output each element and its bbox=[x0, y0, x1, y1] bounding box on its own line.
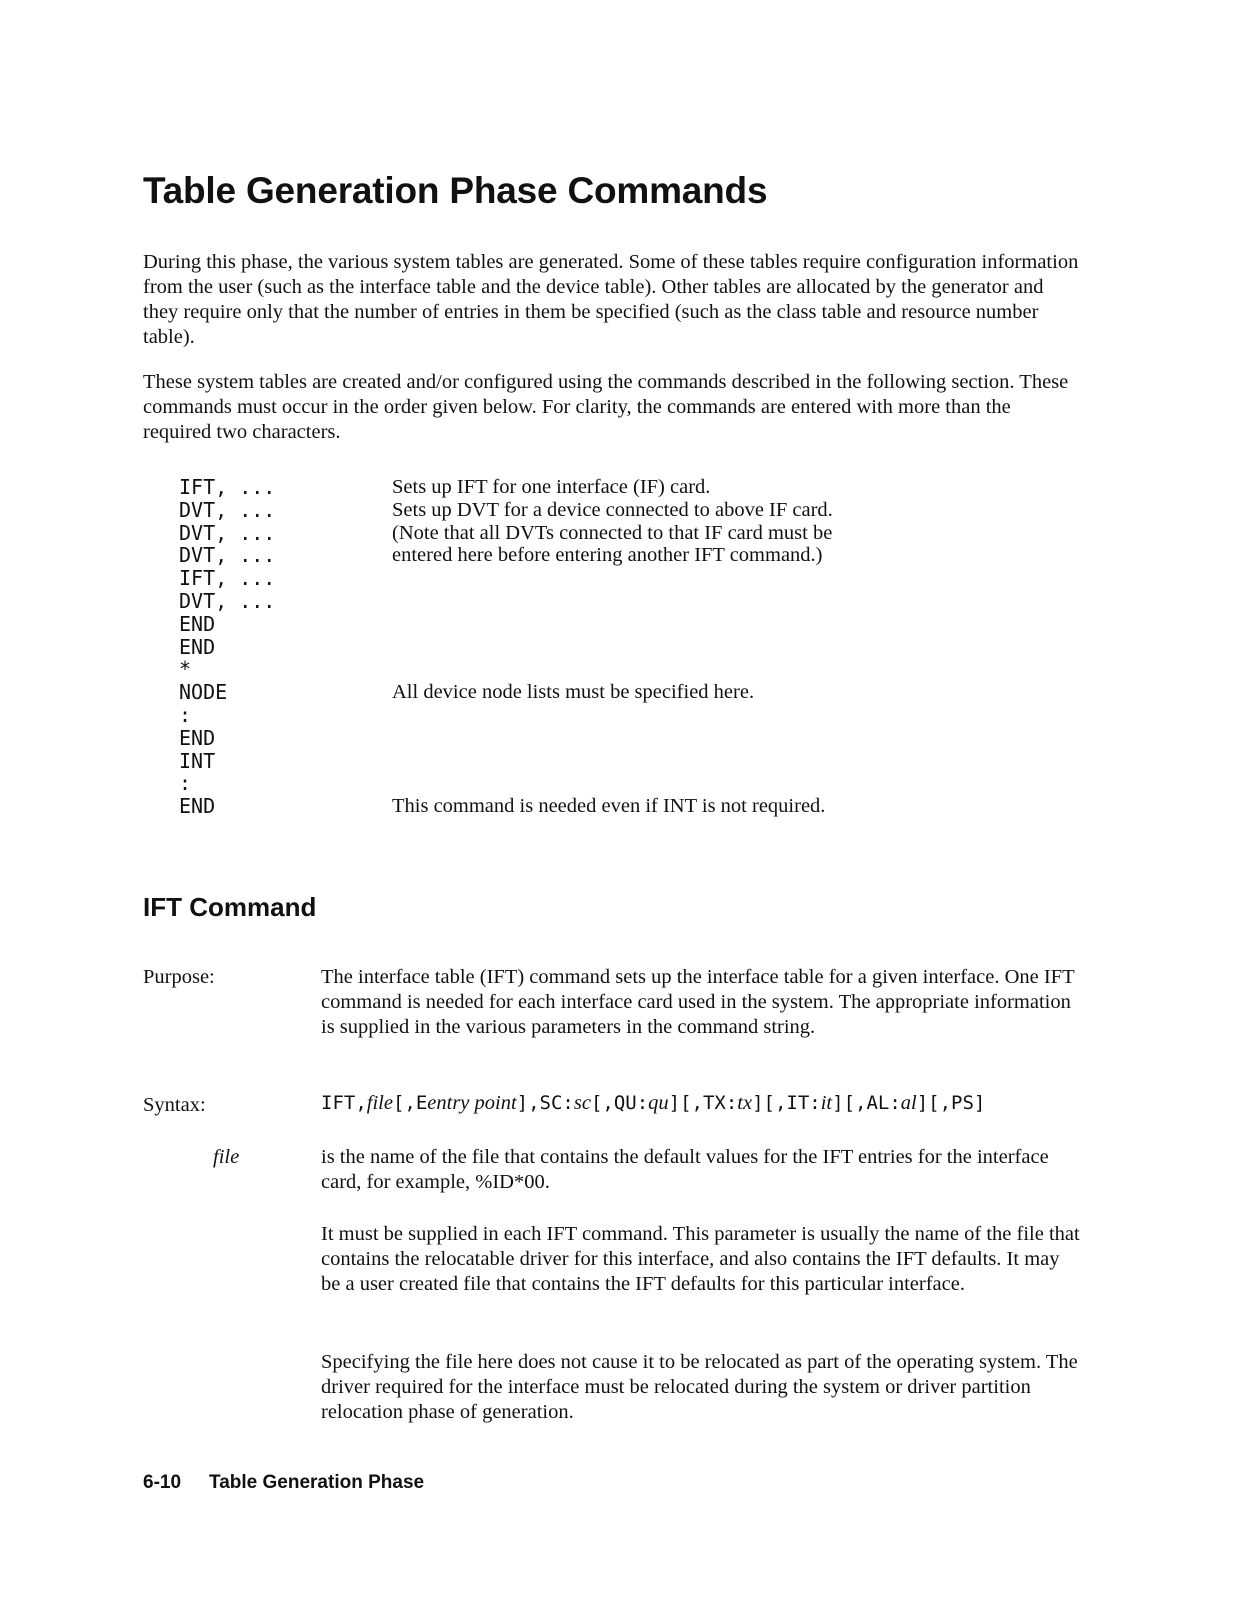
command-description: entered here before entering another IFT command.) bbox=[392, 544, 823, 567]
syntax-line bbox=[321, 1091, 985, 1116]
command-description: Sets up DVT for a device connected to above IF card. bbox=[392, 498, 833, 521]
page-title: Table Generation Phase Commands bbox=[143, 170, 768, 211]
command-description: All device node lists must be specified here. bbox=[392, 681, 755, 704]
syntax-literal: [,E bbox=[392, 1092, 428, 1114]
syntax-parameter: tx bbox=[737, 1092, 753, 1114]
syntax-literal: [,QU: bbox=[590, 1092, 649, 1114]
syntax-parameter: al bbox=[900, 1092, 917, 1114]
syntax-literal: IFT, bbox=[321, 1092, 367, 1114]
command-keyword: DVT, ... bbox=[179, 520, 276, 545]
syntax-parameter: it bbox=[820, 1092, 833, 1114]
intro-paragraph-1: During this phase, the various system tables are generated. Some of these tables require configuration information from the user (such as the interface table and the device table). Other tables are allocated by the generator and they require only that the number of entries in them be specified (such as the class table and resource number table). bbox=[143, 251, 1079, 348]
command-keyword: INT bbox=[179, 748, 216, 773]
syntax-label: Syntax: bbox=[143, 1094, 206, 1116]
command-keyword: END bbox=[179, 794, 216, 819]
purpose-text: The interface table (IFT) command sets up the interface table for a given interface. One IFT command is needed for each interface card used in the system. The appropriate information is supplied in the various parameters in the command string. bbox=[321, 966, 1075, 1038]
command-keyword: END bbox=[179, 634, 216, 659]
syntax-parameter: file bbox=[366, 1092, 393, 1114]
command-keyword: : bbox=[179, 771, 192, 796]
command-keyword: : bbox=[179, 702, 192, 727]
syntax-literal: ],SC: bbox=[516, 1092, 574, 1114]
command-description: (Note that all DVTs connected to that IF card must be bbox=[392, 521, 833, 544]
param-file-description-2: It must be supplied in each IFT command. This parameter is usually the name of the file that contains the relocatable driver for this interface, and also contains the IFT defaults. It may be a user created file that contains the IFT defaults for this particular interface. bbox=[321, 1223, 1080, 1295]
command-keyword: END bbox=[179, 725, 216, 750]
syntax-literal: ][,TX: bbox=[668, 1092, 738, 1114]
param-file-description-3: Specifying the file here does not cause it to be relocated as part of the operating system. The driver required for the interface must be relocated during the system or driver partition relocation phase of generation. bbox=[321, 1351, 1078, 1423]
command-keyword: NODE bbox=[179, 680, 228, 705]
syntax-parameter: sc bbox=[573, 1092, 591, 1114]
page-footer bbox=[143, 1472, 424, 1494]
command-keyword: DVT, ... bbox=[179, 588, 276, 613]
syntax-literal: ][,AL: bbox=[832, 1092, 901, 1114]
purpose-label: Purpose: bbox=[143, 966, 215, 988]
footer-chapter-title: Table Generation Phase bbox=[209, 1472, 425, 1493]
command-description: Sets up IFT for one interface (IF) card. bbox=[392, 476, 711, 498]
param-file-description-1: is the name of the file that contains the default values for the IFT entries for the interface card, for example, %ID*00. bbox=[321, 1146, 1049, 1193]
command-keyword: * bbox=[179, 657, 192, 682]
command-keyword: IFT, ... bbox=[179, 566, 276, 591]
syntax-parameter: qu bbox=[648, 1092, 669, 1114]
syntax-parameter: entry point bbox=[427, 1092, 517, 1114]
intro-paragraph-2: These system tables are created and/or configured using the commands described in the following section. These commands must occur in the order given below. For clarity, the commands are entered with more than the required two characters. bbox=[143, 371, 1069, 443]
footer-page-number: 6-10 bbox=[143, 1472, 182, 1493]
param-file-name: file bbox=[213, 1146, 240, 1168]
command-keyword: DVT, ... bbox=[179, 497, 276, 522]
command-keyword: END bbox=[179, 611, 216, 636]
syntax-literal: ][,PS] bbox=[916, 1092, 986, 1114]
command-keyword: IFT, ... bbox=[179, 475, 276, 499]
syntax-literal: ][,IT: bbox=[752, 1092, 821, 1114]
command-keyword: DVT, ... bbox=[179, 543, 276, 568]
command-description: This command is needed even if INT is not required. bbox=[392, 795, 826, 818]
section-heading-ift: IFT Command bbox=[143, 892, 317, 922]
